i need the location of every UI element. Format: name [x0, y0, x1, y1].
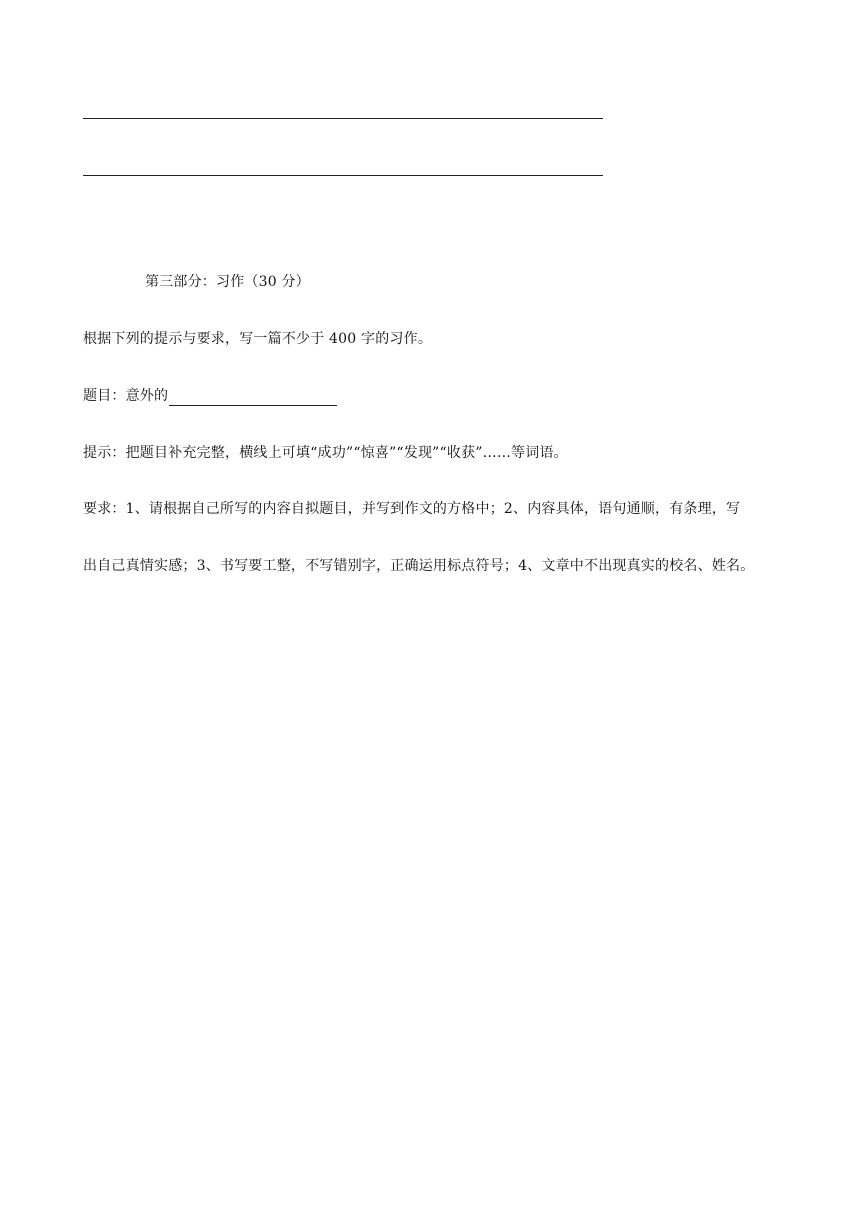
answer-line	[83, 118, 603, 119]
requirements-line-2: 出自己真情实感；3、书写要工整，不写错别字，正确运用标点符号；4、文章中不出现真实的校名、姓名。	[83, 558, 755, 574]
section-title: 第三部分：习作（30 分）	[145, 274, 310, 290]
requirements-line-1: 要求：1、请根据自己所写的内容自拟题目，并写到作文的方格中；2、内容具体，语句通顺，有条理，写	[83, 501, 741, 517]
writing-instruction: 根据下列的提示与要求，写一篇不少于 400 字的习作。	[83, 331, 433, 347]
hint-text: 提示：把题目补充完整，横线上可填“成功”“惊喜”“发现”“收获”……等词语。	[83, 445, 568, 461]
topic-blank-line	[169, 389, 337, 406]
topic-row	[83, 386, 337, 406]
topic-label: 题目：意外的	[83, 388, 169, 404]
answer-line	[83, 175, 603, 176]
